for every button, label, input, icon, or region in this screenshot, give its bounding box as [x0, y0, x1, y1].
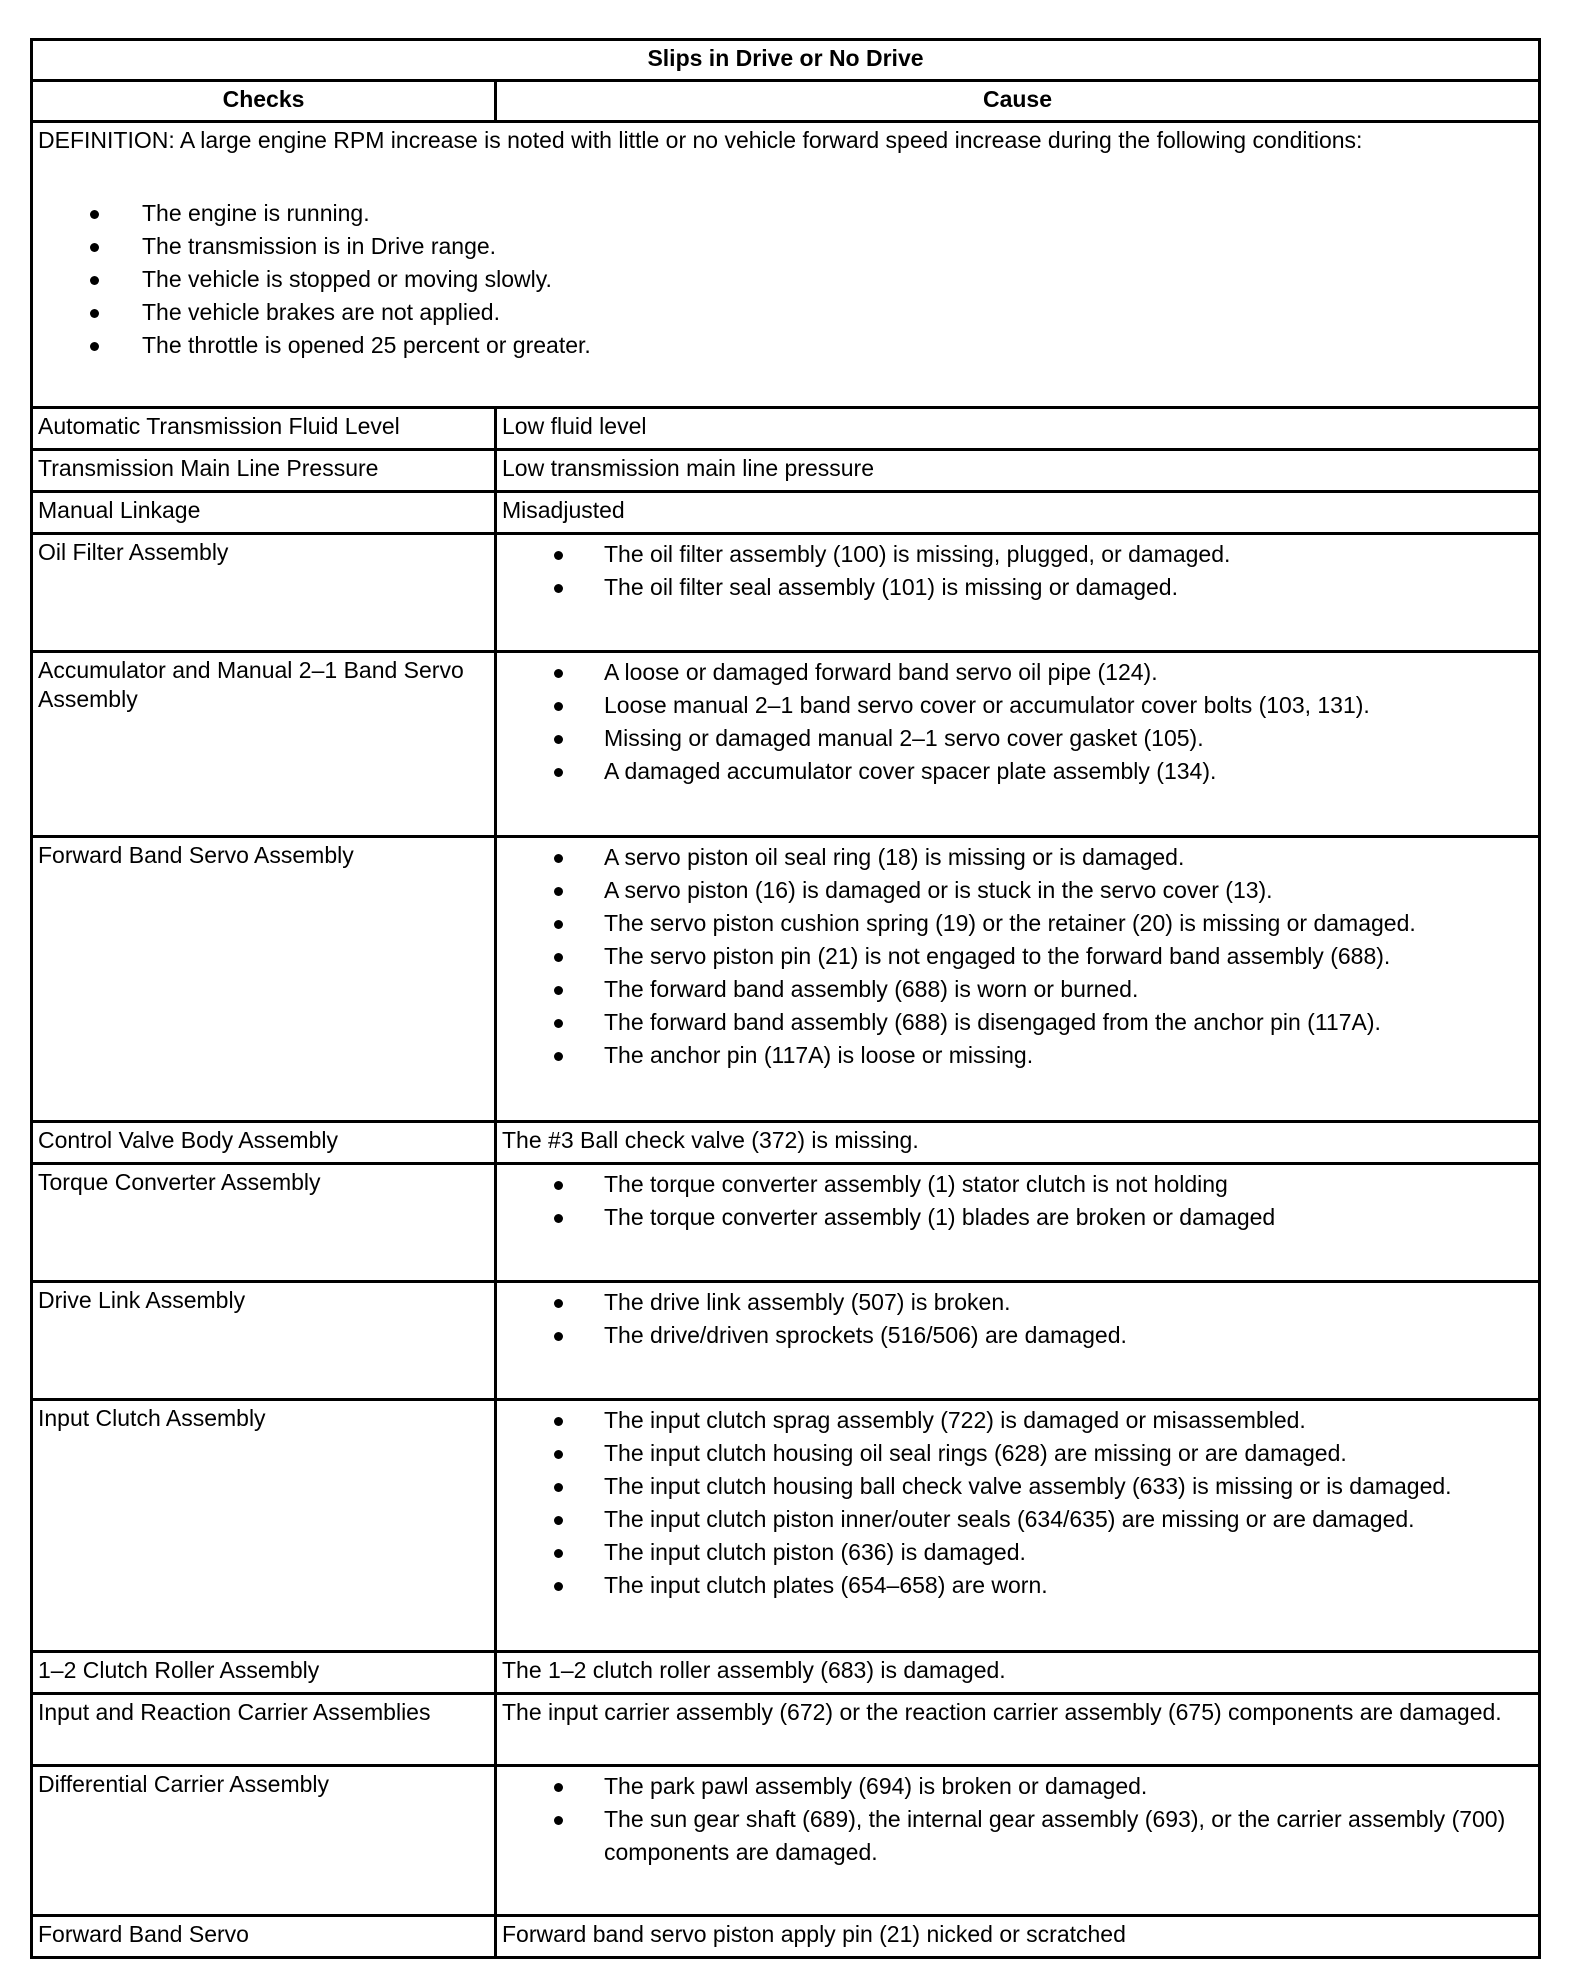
cause-text: The park pawl assembly (694) is broken or damaged. — [604, 1773, 1148, 1799]
cause-cell: The #3 Ball check valve (372) is missing. — [496, 1122, 1540, 1164]
diagnostic-table — [30, 38, 1541, 1959]
cause-text: The anchor pin (117A) is loose or missing. — [604, 1042, 1034, 1068]
table-row — [32, 534, 1540, 652]
bullet-icon — [90, 243, 99, 252]
check-cell: Input and Reaction Carrier Assemblies — [32, 1694, 496, 1766]
cause-text: The forward band assembly (688) is disengaged from the anchor pin (117A). — [604, 1009, 1381, 1035]
check-cell: Torque Converter Assembly — [32, 1164, 496, 1282]
list-item — [502, 689, 1533, 722]
cause-text: A damaged accumulator cover spacer plate assembly (134). — [604, 758, 1217, 784]
table-title: Slips in Drive or No Drive — [32, 40, 1540, 81]
check-cell: 1–2 Clutch Roller Assembly — [32, 1652, 496, 1694]
cause-cell — [496, 1766, 1540, 1916]
list-item — [38, 263, 1533, 296]
list-item — [502, 1319, 1533, 1352]
bullet-icon — [554, 1516, 563, 1525]
bullet-icon — [554, 1450, 563, 1459]
cause-cell: The input carrier assembly (672) or the reaction carrier assembly (675) components are damaged. — [496, 1694, 1540, 1766]
list-item — [502, 907, 1533, 940]
cause-text: The input clutch piston (636) is damaged. — [604, 1539, 1026, 1565]
cause-list — [502, 538, 1533, 604]
bullet-icon — [554, 887, 563, 896]
cause-list — [502, 1168, 1533, 1234]
bullet-icon — [554, 1783, 563, 1792]
condition-text: The transmission is in Drive range. — [142, 233, 497, 259]
list-item — [502, 1006, 1533, 1039]
bullet-icon — [554, 1483, 563, 1492]
list-item — [502, 1569, 1533, 1602]
checks-header: Checks — [32, 81, 496, 122]
cause-text: The input clutch plates (654–658) are worn. — [604, 1572, 1048, 1598]
list-item — [502, 571, 1533, 604]
list-item — [38, 329, 1533, 362]
cause-cell — [496, 1164, 1540, 1282]
bullet-icon — [554, 1214, 563, 1223]
check-cell: Control Valve Body Assembly — [32, 1122, 496, 1164]
list-item — [502, 1039, 1533, 1072]
check-cell: Accumulator and Manual 2–1 Band Servo Assembly — [32, 652, 496, 837]
cause-cell — [496, 1400, 1540, 1652]
check-cell: Input Clutch Assembly — [32, 1400, 496, 1652]
check-cell: Automatic Transmission Fluid Level — [32, 408, 496, 450]
cause-text: The input clutch housing ball check valve assembly (633) is missing or is damaged. — [604, 1473, 1452, 1499]
list-item — [502, 1437, 1533, 1470]
bullet-icon — [554, 1582, 563, 1591]
list-item — [502, 1470, 1533, 1503]
list-item — [502, 538, 1533, 571]
definition-cell — [32, 122, 1540, 408]
bullet-icon — [554, 1417, 563, 1426]
cause-cell: Forward band servo piston apply pin (21) nicked or scratched — [496, 1916, 1540, 1958]
check-cell: Forward Band Servo Assembly — [32, 837, 496, 1122]
cause-cell: Low fluid level — [496, 408, 1540, 450]
definition-row — [32, 122, 1540, 408]
cause-list — [502, 1286, 1533, 1352]
cause-list — [502, 656, 1533, 788]
bullet-icon — [90, 342, 99, 351]
check-cell: Manual Linkage — [32, 492, 496, 534]
bullet-icon — [90, 276, 99, 285]
cause-text: The sun gear shaft (689), the internal gear assembly (693), or the carrier assembly (700) components are damaged. — [604, 1806, 1506, 1865]
cause-text: The oil filter assembly (100) is missing, plugged, or damaged. — [604, 541, 1231, 567]
cause-cell: Low transmission main line pressure — [496, 450, 1540, 492]
cause-text: The drive/driven sprockets (516/506) are damaged. — [604, 1322, 1127, 1348]
cause-text: The servo piston cushion spring (19) or the retainer (20) is missing or damaged. — [604, 910, 1416, 936]
bullet-icon — [554, 584, 563, 593]
cause-header: Cause — [496, 81, 1540, 122]
condition-text: The vehicle brakes are not applied. — [142, 299, 500, 325]
bullet-icon — [554, 953, 563, 962]
bullet-icon — [554, 1549, 563, 1558]
cause-text: The servo piston pin (21) is not engaged to the forward band assembly (688). — [604, 943, 1391, 969]
cause-text: The torque converter assembly (1) blades are broken or damaged — [604, 1204, 1276, 1230]
cause-list — [502, 841, 1533, 1072]
list-item — [502, 656, 1533, 689]
cause-text: The input clutch housing oil seal rings (628) are missing or are damaged. — [604, 1440, 1347, 1466]
table-row — [32, 1122, 1540, 1164]
list-item — [502, 1536, 1533, 1569]
list-item — [502, 1770, 1533, 1803]
bullet-icon — [554, 768, 563, 777]
table-title-row — [32, 40, 1540, 81]
cause-text: The torque converter assembly (1) stator clutch is not holding — [604, 1171, 1228, 1197]
list-item — [502, 755, 1533, 788]
cause-text: The input clutch sprag assembly (722) is damaged or misassembled. — [604, 1407, 1306, 1433]
cause-text: A loose or damaged forward band servo oil pipe (124). — [604, 659, 1158, 685]
cause-text: The forward band assembly (688) is worn or burned. — [604, 976, 1139, 1002]
table-row — [32, 408, 1540, 450]
cause-cell — [496, 652, 1540, 837]
bullet-icon — [90, 309, 99, 318]
cause-text: The drive link assembly (507) is broken. — [604, 1289, 1011, 1315]
list-item — [502, 973, 1533, 1006]
cause-text: Missing or damaged manual 2–1 servo cover gasket (105). — [604, 725, 1204, 751]
table-row — [32, 492, 1540, 534]
list-item — [38, 230, 1533, 263]
condition-text: The vehicle is stopped or moving slowly. — [142, 266, 552, 292]
cause-text: The oil filter seal assembly (101) is missing or damaged. — [604, 574, 1178, 600]
cause-cell: The 1–2 clutch roller assembly (683) is damaged. — [496, 1652, 1540, 1694]
bullet-icon — [554, 1816, 563, 1825]
list-item — [38, 197, 1533, 230]
check-cell: Drive Link Assembly — [32, 1282, 496, 1400]
table-row — [32, 1652, 1540, 1694]
bullet-icon — [554, 735, 563, 744]
bullet-icon — [554, 854, 563, 863]
bullet-icon — [90, 210, 99, 219]
definition-text: DEFINITION: A large engine RPM increase is noted with little or no vehicle forward speed increase during the following conditions: — [38, 127, 1363, 153]
bullet-icon — [554, 551, 563, 560]
condition-text: The engine is running. — [142, 200, 370, 226]
table-row — [32, 1916, 1540, 1958]
cause-list — [502, 1404, 1533, 1602]
table-row — [32, 1282, 1540, 1400]
bullet-icon — [554, 1019, 563, 1028]
list-item — [502, 1503, 1533, 1536]
cause-cell — [496, 837, 1540, 1122]
cause-list — [502, 1770, 1533, 1869]
list-item — [502, 1286, 1533, 1319]
cause-cell — [496, 534, 1540, 652]
condition-text: The throttle is opened 25 percent or greater. — [142, 332, 591, 358]
table-row — [32, 1400, 1540, 1652]
bullet-icon — [554, 669, 563, 678]
bullet-icon — [554, 1299, 563, 1308]
bullet-icon — [554, 920, 563, 929]
bullet-icon — [554, 1181, 563, 1190]
list-item — [502, 1803, 1533, 1869]
cause-text: A servo piston (16) is damaged or is stuck in the servo cover (13). — [604, 877, 1273, 903]
bullet-icon — [554, 702, 563, 711]
check-cell: Forward Band Servo — [32, 1916, 496, 1958]
list-item — [502, 1168, 1533, 1201]
condition-list — [38, 197, 1533, 362]
check-cell: Transmission Main Line Pressure — [32, 450, 496, 492]
table-row — [32, 1164, 1540, 1282]
list-item — [502, 1404, 1533, 1437]
cause-cell — [496, 1282, 1540, 1400]
bullet-icon — [554, 1332, 563, 1341]
table-row — [32, 652, 1540, 837]
list-item — [502, 940, 1533, 973]
bullet-icon — [554, 986, 563, 995]
list-item — [502, 874, 1533, 907]
table-row — [32, 1694, 1540, 1766]
list-item — [502, 841, 1533, 874]
list-item — [502, 722, 1533, 755]
cause-cell: Misadjusted — [496, 492, 1540, 534]
list-item — [38, 296, 1533, 329]
bullet-icon — [554, 1052, 563, 1061]
list-item — [502, 1201, 1533, 1234]
table-row — [32, 1766, 1540, 1916]
cause-text: Loose manual 2–1 band servo cover or accumulator cover bolts (103, 131). — [604, 692, 1370, 718]
table-row — [32, 837, 1540, 1122]
check-cell: Oil Filter Assembly — [32, 534, 496, 652]
cause-text: A servo piston oil seal ring (18) is missing or is damaged. — [604, 844, 1185, 870]
table-header-row — [32, 81, 1540, 122]
cause-text: The input clutch piston inner/outer seals (634/635) are missing or are damaged. — [604, 1506, 1415, 1532]
check-cell: Differential Carrier Assembly — [32, 1766, 496, 1916]
table-row — [32, 450, 1540, 492]
